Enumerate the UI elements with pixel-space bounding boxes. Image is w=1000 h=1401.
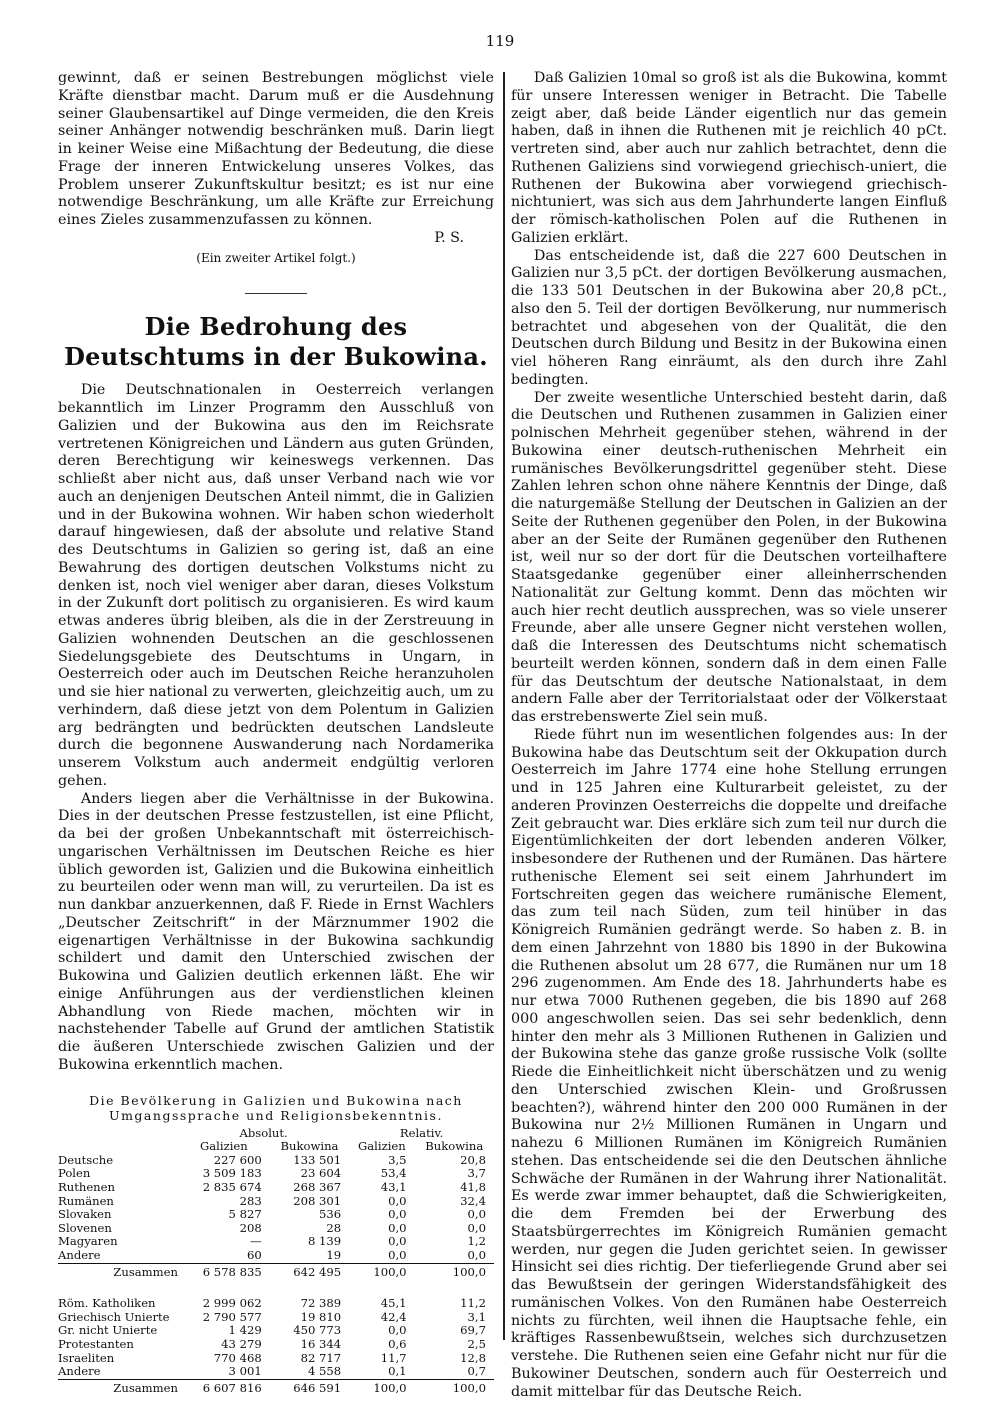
bukowina-relative: 69,7 [460,1323,486,1338]
galizien-relative: 0,6 [388,1337,407,1351]
galizien-relative: 0,0 [388,1234,407,1249]
bukowina-absolute: 208 301 [293,1193,342,1208]
bukowina-relative: 12,8 [460,1350,486,1365]
bukowina-absolute: 268 367 [293,1180,342,1195]
table-row [58,1311,494,1325]
galizien-absolute: 6 578 835 [178,1263,270,1279]
table-row [58,1235,494,1249]
galizien-absolute: — [250,1234,262,1249]
row-label: Griechisch Unierte [58,1309,170,1324]
header-absolut: Absolut. [239,1125,288,1140]
population-table [58,1127,494,1396]
row-label: Slovenen [58,1220,112,1235]
row-label: Ruthenen [58,1180,115,1195]
table-row [58,1352,494,1366]
page-number: 119 [485,32,515,50]
row-label: Deutsche [58,1152,114,1167]
section-divider [245,293,307,294]
author-signature: P. S. [434,229,464,246]
table-gap [58,1279,494,1297]
bukowina-relative: 2,5 [467,1337,486,1351]
bukowina-absolute: 23 604 [300,1166,342,1181]
bukowina-relative: 11,2 [460,1296,486,1311]
galizien-relative: 100,0 [349,1263,414,1279]
galizien-relative: 43,1 [380,1180,407,1195]
galizien-absolute: 3 001 [228,1364,262,1379]
religion-rows [58,1297,494,1379]
galizien-relative: 0,0 [388,1248,407,1263]
bukowina-absolute: 450 773 [293,1323,342,1338]
table-title-line: Umgangssprache und Religionsbekenntnis. [109,1107,443,1123]
table-row [58,1167,494,1181]
row-label: Zusammen [58,1379,178,1395]
bukowina-absolute: 19 [326,1248,342,1263]
bukowina-relative: 3,1 [467,1309,486,1324]
article-paragraph: Die Deutschnationalen in Oesterreich verlangen bekanntlich im Linzer Programm den Ausschluß von Galizien und der Bukowina aus den im Reichsrate vertretenen Königreichen und Ländern aus guten Gründen, deren Berechtigung wir keineswegs verkennen. Das schließt aber nicht aus, daß unser Verband nach wie vor auch an denjenigen Deutschen Anteil nimmt, die in Galizien und in der Bukowina wohnen. Wir haben schon wiederholt darauf hingewiesen, daß der absolute und relative Stand des Deutschtums in Galizien so gering ist, daß an eine Bewahrung des dortigen deutschen Volkstums nicht zu denken ist, noch viel weniger aber daran, dieses Volkstum in der Zukunft dort politisch zu organisieren. Es wird kaum etwas anderes übrig bleiben, als die in der Zerstreuung in Galizien wohnenden Deutschen an die geschlossenen Siedelungsgebiete des Deutschtums in Ungarn, in Oesterreich oder auch im Deutschen Reiche heranzuholen und sie hier national zu verwerten, gleichzeitig auch, um zu verhindern, daß diese jetzt von dem Polentum in Galizien arg bedrängten und bedrückten deutschen Landsleute durch die begonnene Auswanderung nach Nordamerika unserem Volkstum auch andermeit endgültig verloren gehen. [58,382,494,789]
article-paragraph: Der zweite wesentliche Unterschied besteht darin, daß die Deutschen und Ruthenen zusammen in Galizien einer polnischen Mehrheit gegenüber stehen, während in der Bukowina einer deutsch-ruthenischen Mehrheit ein rumänisches Bevölkerungsdrittel gegenüber steht. Diese Zahlen lehren schon ohne nähere Kenntnis der Dinge, daß die naturgemäße Stellung der Deutschen in Galizien an der Seite der Ruthenen gegenüber den Polen, in der Bukowina aber an der Seite der Rumänen gegenüber den Ruthenen ist, weil nur so der dort für die Deutschen vorteilhaftere Staatsgedanke gegenüber einer alleinherrschenden Nationalität zur Geltung kommt. Denn das möchten wir auch hier recht deutlich aussprechen, was so viele unserer Freunde, aber alle unsere Gegner nicht verstehen wollen, daß die Interessen des Deutschtums nicht schematisch beurteilt werden können, sondern daß in dem einen Falle für das Deutschtum der deutsche Nationalstaat, in dem andern Falle aber der Territorialstaat oder der Völkerstaat das erstrebenswerte Ziel sein muß. [511,389,947,725]
header-galizien: Galizien [200,1139,248,1154]
article-paragraph: Das entscheidende ist, daß die 227 600 Deutschen in Galizien nur 3,5 pCt. der dortigen Bevölkerung ausmachen, die 133 501 Deutschen in der Bukowina aber 20,8 pCt., also den 5. Teil der dortigen Bevölkerung, nur nummerisch betrachtet und abgesehen von der Qualität, die den Deutschen durch Bildung und Besitz in der Bukowina einen viel höheren Rang einräumt, als den durch ihre Zahl bedingten. [511,247,947,388]
galizien-absolute: 60 [246,1248,262,1263]
paragraph-continuation: gewinnt, daß er seinen Bestrebungen möglichst viele Kräfte dienstbar macht. Darum muß er die Ausdehnung seiner Glaubensartikel auf Dinge vermeiden, die den Kreis seiner Anhänger notwendig beschränken muß. Darin liegt in keiner Weise eine Mißachtung der Bedeutung, die diese Frage der inneren Entwickelung unseres Volkes, das Problem unserer Zukunftskultur besitzt; es ist nur eine notwendige Beschränkung, um alle Kräfte zur Erreichung eines Zieles zusammenzufassen zu können. [58,70,494,228]
signature-line [58,230,494,248]
galizien-absolute: 6 607 816 [178,1379,270,1395]
language-total [58,1263,494,1279]
row-label: Slovaken [58,1207,112,1222]
row-label: Zusammen [58,1263,178,1279]
galizien-relative: 0,1 [388,1364,407,1379]
continuation-note: (Ein zweiter Artikel folgt.) [196,250,356,265]
bukowina-absolute: 72 389 [300,1296,342,1311]
article-paragraph: Riede führt nun im wesentlichen folgendes aus: In der Bukowina habe das Deutschtum seit der Okkupation durch Oesterreich im Jahre 1774 eine hohe Stellung errungen und in 125 Jahren eine Kulturarbeit geleistet, zu der anderen Provinzen Oesterreichs die doppelte und dreifache Zeit gebraucht war. Dies erkläre sich zum teil nur durch die Eigentümlichkeiten der dort lebenden anderen Völker, insbesondere der Ruthenen und der Rumänen. Das härtere ruthenische Element sei seit einem Jahrhundert im Fortschreiten gegen das weichere rumänische Element, das zum teil nach Süden, zum teil hinüber in das Königreich Rumänien gedrängt werde. So haben z. B. in dem einen Jahrzehnt von 1880 bis 1890 in der Bukowina die Ruthenen absolut um 28 677, die Rumänen nur um 18 296 zugenommen. Am Ende des 18. Jahrhunderts habe es nur etwa 7000 Ruthenen gegeben, die bis 1890 auf 268 000 angeschwollen seien. Das sei sehr bedenklich, denn hinter den mehr als 3 Millionen Ruthenen in Galizien und der Bukowina stehe das ganze große russische Volk (sollte Riede die Einheitlichkeit nicht überschätzen und zu wenig den Unterschied zwischen Klein- und Großrussen beachten?), während hinter den 200 000 Rumänen in der Bukowina nur 2½ Millionen Rumänen in Ungarn und nahezu 6 Millionen Rumänen im Königreich Rumänien stehen. Das entscheidende sei die den Deutschen ähnliche Schwäche der Rumänen in der Wahrung ihrer Nationalität. Es werde zwar immer behauptet, daß die Schwierigkeiten, die dem Fremden bei der Erwerbung des Staatsbürgerrechtes im Königreich Rumänien gemacht werden, nur gegen die Juden gerichtet seien. In gewisser Hinsicht sei dies richtig. Der tieferliegende Grund aber sei das Bewußtsein der geringen Widerstandsfähigkeit des rumänischen Volkes. Von den Rumänen habe Oesterreich nichts zu fürchten, weil ihnen die Hauptsache fehle, ein kräftiges Rassenbewußtsein, welches sich durchzusetzen verstehe. Die Ruthenen seien eine Gefahr nicht nur für die Bukowiner Deutschen, sondern auch für Oesterreich und damit mittelbar für das Deutsche Reich. [511,726,947,1400]
table-row [58,1195,494,1209]
bukowina-absolute: 82 717 [300,1350,342,1365]
religion-total [58,1379,494,1395]
article-paragraph: Daß Galizien 10mal so groß ist als die Bukowina, kommt für unsere Interessen weniger in Betracht. Die Tabelle zeigt aber, daß beide Länder eigentlich nur das gemein haben, daß in ihnen die Ruthenen mit je reichlich 40 pCt. vertreten sind, aber auch nur zahlich betrachtet, denn die Ruthenen Galiziens sind vorwiegend griechisch-uniert, die Ruthenen der Bukowina aber vorwiegend griechisch-nichtuniert, was sich aus dem Jahrhunderte langen Einfluß der römisch-katholischen Polen auf die Ruthenen in Galizien erklärt. [511,70,947,246]
bukowina-relative: 3,7 [467,1166,486,1181]
galizien-relative: 11,7 [380,1350,407,1365]
galizien-relative: 3,5 [388,1152,407,1167]
bukowina-relative: 0,0 [467,1207,486,1222]
bukowina-relative: 0,7 [467,1364,486,1379]
bukowina-relative: 32,4 [460,1193,486,1208]
galizien-absolute: 3 509 183 [202,1166,262,1181]
galizien-absolute: 2 999 062 [202,1296,262,1311]
galizien-absolute: 1 429 [228,1323,262,1338]
table-group-header [58,1127,494,1141]
row-label: Andere [58,1364,101,1379]
galizien-relative: 0,0 [388,1220,407,1235]
row-label: Israeliten [58,1350,115,1365]
galizien-relative: 0,0 [388,1323,407,1338]
table-row [58,1208,494,1222]
galizien-relative: 0,0 [388,1207,407,1222]
galizien-absolute: 208 [239,1220,262,1235]
language-rows [58,1154,494,1263]
galizien-absolute: 2 835 674 [202,1180,262,1195]
bukowina-relative: 0,0 [467,1220,486,1235]
bukowina-relative: 41,8 [460,1180,486,1195]
table-total-row [58,1263,494,1279]
table-row [58,1297,494,1311]
table-row [58,1181,494,1195]
bukowina-relative: 100,0 [415,1379,494,1395]
bukowina-absolute: 16 344 [300,1337,342,1351]
galizien-relative: 42,4 [380,1309,407,1324]
galizien-relative: 0,0 [388,1193,407,1208]
header-galizien: Galizien [358,1139,406,1154]
galizien-absolute: 2 790 577 [202,1309,262,1324]
bukowina-absolute: 19 810 [300,1309,342,1324]
row-label: Polen [58,1166,91,1181]
bukowina-absolute: 536 [319,1207,342,1222]
bukowina-relative: 100,0 [415,1263,494,1279]
left-column [58,70,494,1395]
bukowina-absolute: 4 558 [307,1364,342,1379]
row-label: Magyaren [58,1234,118,1249]
header-relativ: Relativ. [399,1125,444,1140]
table-row [58,1365,494,1379]
galizien-absolute: 227 600 [213,1152,262,1167]
table-row [58,1222,494,1236]
table-total-row [58,1379,494,1395]
galizien-absolute: 5 827 [228,1207,262,1222]
header-bukowina: Bukowina [280,1139,339,1154]
header-bukowina: Bukowina [425,1139,484,1154]
galizien-absolute: 770 468 [213,1350,262,1365]
bukowina-absolute: 646 591 [270,1379,349,1395]
row-label: Röm. Katholiken [58,1296,156,1311]
bukowina-absolute: 28 [326,1220,342,1235]
row-label: Andere [58,1248,101,1263]
article-title: Die Bedrohung des Deutschtums in der Bukowina. [64,312,488,372]
table-column-header [58,1140,494,1154]
table-row [58,1249,494,1263]
bukowina-absolute: 8 139 [307,1234,342,1249]
galizien-absolute: 43 279 [221,1337,262,1351]
table-title-line: Die Bevölkerung in Galizien und Bukowina nach [89,1092,463,1108]
bukowina-relative: 0,0 [467,1248,486,1263]
row-label: Protestanten [58,1337,134,1351]
bukowina-relative: 20,8 [460,1152,486,1167]
bukowina-relative: 1,2 [467,1234,486,1249]
table-row [58,1338,494,1352]
galizien-relative: 45,1 [380,1296,407,1311]
table-title [58,1093,494,1123]
row-label: Gr. nicht Unierte [58,1323,158,1338]
article-paragraph: Anders liegen aber die Verhältnisse in der Bukowina. Dies in der deutschen Presse festzustellen, ist eine Pflicht, da bei der großen Unbekanntschaft mit österreichisch-ungarischen Verhältnissen im Deutschen Reiche es hier üblich geworden ist, Galizien und die Bukowina einheitlich zu beurteilen oder wenn man will, zu verurteilen. Da ist es nun dankbar anzuerkennen, daß F. Riede in Ernst Wachlers „Deutscher Zeitschrift“ in der Märznummer 1902 die eigenartigen Verhältnisse in der Bukowina sachkundig schildert und damit den Unterschied zwischen der Bukowina und Galizien deutlich erkennen läßt. Ehe wir einige Anführungen aus der verdienstlichen kleinen Abhandlung von Riede machen, möchten wir in nachstehender Tabelle auf Grund der amtlichen Statistik die äußeren Unterschiede zwischen Galizien und der Bukowina erkenntlich machen. [58,790,494,1073]
row-label: Rumänen [58,1193,114,1208]
column-divider [503,72,505,1340]
table-row [58,1154,494,1168]
galizien-relative: 100,0 [349,1379,414,1395]
bukowina-absolute: 642 495 [270,1263,349,1279]
bukowina-absolute: 133 501 [293,1152,342,1167]
table-row [58,1324,494,1338]
right-column [511,70,947,1401]
galizien-relative: 53,4 [380,1166,407,1181]
galizien-absolute: 283 [239,1193,262,1208]
